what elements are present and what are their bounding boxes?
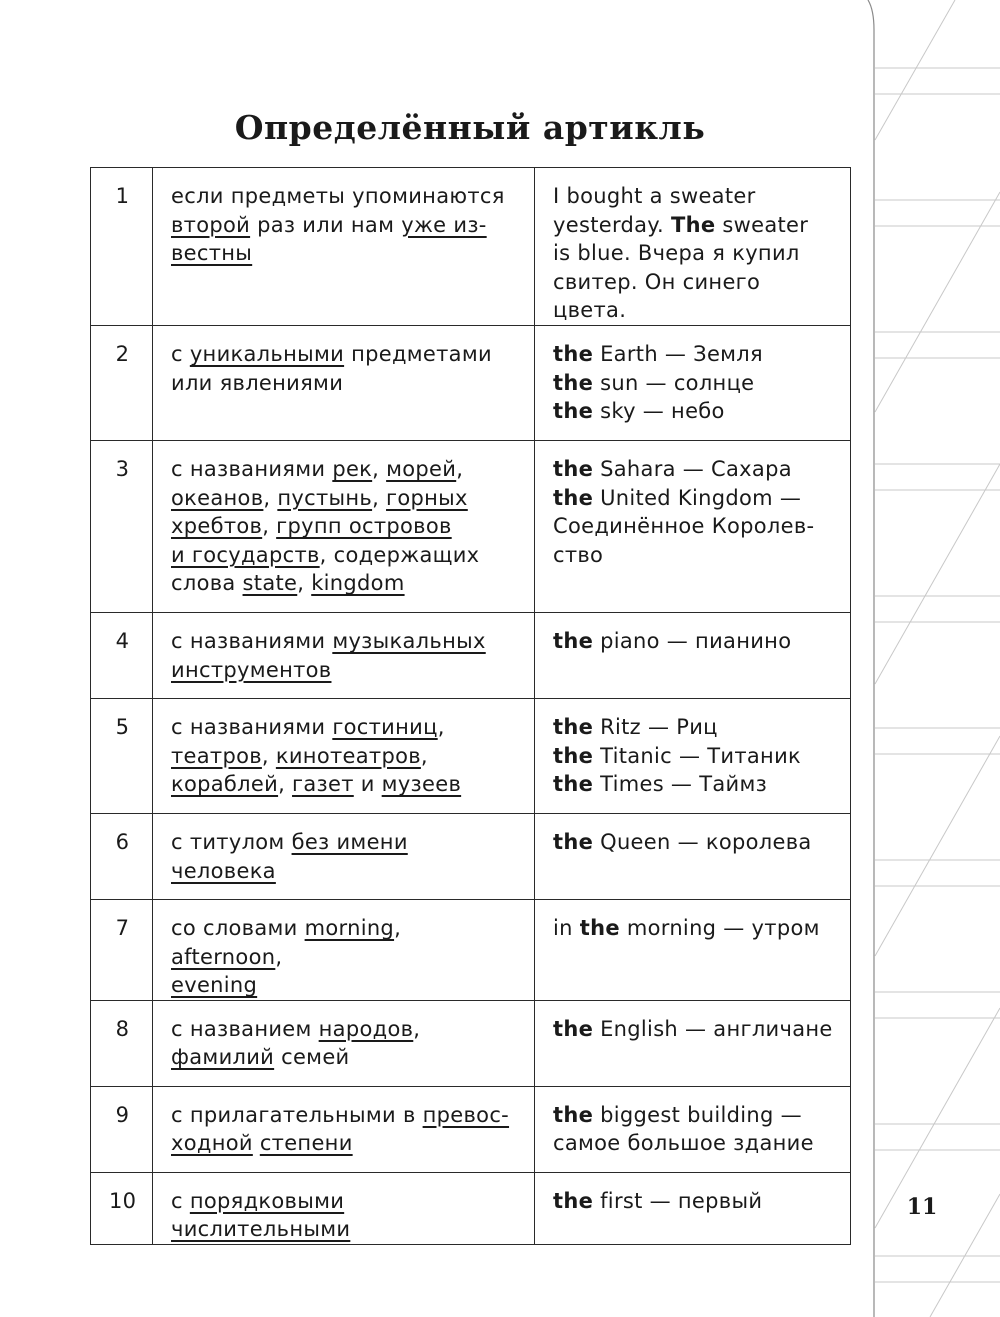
article-bold: the: [553, 370, 594, 395]
text-fragment: ,: [263, 485, 278, 510]
table-row: [91, 440, 851, 612]
text-fragment: с: [171, 341, 190, 366]
rule-description: [153, 1086, 535, 1172]
text-fragment: ,: [278, 772, 293, 797]
text-fragment: слова: [171, 571, 243, 596]
example-cell: [535, 813, 851, 899]
definite-article-rules-table: [90, 167, 851, 1245]
example-cell: [535, 1000, 851, 1086]
article-bold: the: [553, 1016, 594, 1041]
article-bold: The: [671, 212, 716, 237]
underlined-keyword: превос-: [422, 1102, 510, 1127]
text-fragment: , содержащих: [319, 542, 480, 567]
text-fragment: свитер. Он синего цвета.: [553, 269, 761, 323]
text-fragment: English — англичане: [593, 1016, 833, 1041]
rule-description: [153, 698, 535, 813]
text-fragment: предметами: [344, 341, 492, 366]
article-bold: the: [553, 485, 594, 510]
text-fragment: с титулом: [171, 829, 292, 854]
text-fragment: семей: [274, 1045, 350, 1070]
row-number: 8: [91, 1000, 153, 1086]
text-fragment: Sahara — Сахара: [593, 456, 792, 481]
article-bold: the: [553, 772, 594, 797]
underlined-keyword: степени: [259, 1131, 353, 1156]
table-row: [91, 1172, 851, 1244]
text-fragment: с названиями: [171, 714, 333, 739]
rule-description: [153, 899, 535, 1000]
article-bold: the: [553, 829, 594, 854]
text-fragment: и: [353, 772, 382, 797]
text-fragment: самое большое здание: [553, 1131, 814, 1156]
text-fragment: ,: [372, 456, 387, 481]
table-row: [91, 698, 851, 813]
example-cell: [535, 899, 851, 1000]
underlined-keyword: кинотеатров: [275, 743, 421, 768]
text-fragment: с названиями: [171, 628, 333, 653]
text-fragment: Ritz — Риц: [593, 714, 718, 739]
text-fragment: I bought a sweater: [553, 184, 756, 208]
page-title: Определённый артикль: [234, 108, 706, 147]
text-fragment: если предметы упоминаются: [171, 184, 505, 208]
table-row: [91, 168, 851, 326]
underlined-keyword: человека: [171, 858, 276, 883]
underlined-keyword: без имени: [291, 829, 408, 854]
example-cell: [535, 698, 851, 813]
example-cell: [535, 440, 851, 612]
row-number: 2: [91, 325, 153, 440]
text-fragment: ,: [275, 944, 283, 969]
text-fragment: United Kingdom —: [593, 485, 802, 510]
table-row: [91, 1000, 851, 1086]
text-fragment: sweater: [715, 212, 809, 237]
row-number: 1: [91, 168, 153, 326]
text-fragment: ,: [297, 571, 312, 596]
text-fragment: biggest building —: [593, 1102, 802, 1127]
text-fragment: с названием: [171, 1016, 319, 1041]
underlined-keyword: океанов: [171, 485, 264, 510]
table-row: [91, 899, 851, 1000]
article-bold: the: [553, 399, 594, 424]
row-number: 10: [91, 1172, 153, 1244]
example-cell: [535, 168, 851, 326]
underlined-keyword: морей: [386, 456, 457, 481]
text-fragment: с названиями: [171, 456, 333, 481]
underlined-keyword: газет: [292, 772, 354, 797]
text-fragment: piano — пианино: [593, 628, 792, 653]
underlined-keyword: фамилий: [171, 1045, 275, 1070]
rules-table-body: [91, 168, 851, 1245]
row-number: 6: [91, 813, 153, 899]
text-fragment: sun — солнце: [593, 370, 755, 395]
text-fragment: с прилагательными в: [171, 1102, 423, 1127]
text-fragment: ,: [413, 1016, 421, 1041]
text-fragment: ,: [261, 743, 276, 768]
rule-description: [153, 1000, 535, 1086]
underlined-keyword: state: [242, 571, 298, 596]
text-fragment: ,: [372, 485, 387, 510]
underlined-keyword: хребтов: [171, 514, 263, 539]
underlined-keyword: музыкальных: [332, 628, 486, 653]
article-bold: the: [553, 1102, 594, 1127]
row-number: 5: [91, 698, 153, 813]
underlined-keyword: afternoon: [171, 944, 276, 969]
text-fragment: раз или нам: [250, 212, 402, 237]
article-bold: the: [553, 714, 594, 739]
underlined-keyword: kingdom: [311, 571, 405, 596]
row-number: 4: [91, 612, 153, 698]
text-fragment: Times — Таймз: [593, 772, 768, 797]
text-fragment: is blue. Вчера я купил: [553, 241, 800, 266]
article-bold: the: [553, 341, 594, 366]
underlined-keyword: уникальными: [189, 341, 345, 366]
example-cell: [535, 1086, 851, 1172]
row-number: 9: [91, 1086, 153, 1172]
text-fragment: ,: [394, 915, 402, 940]
text-fragment: или явлениями: [171, 370, 344, 395]
example-cell: [535, 1172, 851, 1244]
underlined-keyword: народов: [318, 1016, 414, 1041]
text-fragment: Earth — Земля: [593, 341, 763, 366]
text-fragment: first — первый: [593, 1188, 763, 1213]
article-bold: the: [553, 628, 594, 653]
underlined-keyword: evening: [171, 973, 258, 998]
table-row: [91, 612, 851, 698]
text-fragment: Соединённое Королев-: [553, 514, 815, 539]
underlined-keyword: музеев: [381, 772, 462, 797]
text-fragment: ,: [437, 714, 445, 739]
text-fragment: ,: [262, 514, 277, 539]
article-bold: the: [553, 1188, 594, 1213]
row-number: 7: [91, 899, 153, 1000]
text-fragment: sky — небо: [593, 399, 725, 424]
table-row: [91, 813, 851, 899]
text-fragment: Titanic — Титаник: [593, 743, 802, 768]
underlined-keyword: порядковыми числительными: [171, 1188, 351, 1242]
underlined-keyword: ходной: [171, 1131, 253, 1156]
example-cell: [535, 325, 851, 440]
example-cell: [535, 612, 851, 698]
text-fragment: ство: [553, 542, 604, 567]
underlined-keyword: гостиниц: [332, 714, 438, 739]
underlined-keyword: рек: [332, 456, 373, 481]
text-fragment: in: [553, 915, 580, 940]
underlined-keyword: второй: [171, 212, 251, 237]
underlined-keyword: инструментов: [171, 657, 332, 682]
underlined-keyword: вестны: [171, 241, 253, 266]
rule-description: [153, 440, 535, 612]
row-number: 3: [91, 440, 153, 612]
underlined-keyword: пустынь: [277, 485, 373, 510]
rule-description: [153, 813, 535, 899]
underlined-keyword: горных: [386, 485, 468, 510]
rule-description: [153, 612, 535, 698]
underlined-keyword: кораблей: [171, 772, 279, 797]
article-bold: the: [553, 743, 594, 768]
text-fragment: с: [171, 1188, 190, 1213]
text-fragment: [253, 1131, 260, 1155]
text-fragment: Queen — королева: [593, 829, 812, 854]
text-fragment: ,: [420, 743, 428, 768]
text-fragment: со словами: [171, 915, 305, 940]
rule-description: [153, 1172, 535, 1244]
underlined-keyword: и государств: [171, 542, 320, 567]
table-row: [91, 325, 851, 440]
underlined-keyword: уже из-: [401, 212, 487, 237]
article-bold: the: [579, 915, 620, 940]
underlined-keyword: morning: [304, 915, 395, 940]
text-fragment: yesterday.: [553, 212, 671, 237]
underlined-keyword: театров: [171, 743, 262, 768]
page-number: 11: [906, 1194, 938, 1220]
rule-description: [153, 168, 535, 326]
rule-description: [153, 325, 535, 440]
underlined-keyword: групп островов: [276, 514, 452, 539]
text-fragment: morning — утром: [619, 915, 820, 940]
article-bold: the: [553, 456, 594, 481]
text-fragment: ,: [456, 456, 464, 481]
table-row: [91, 1086, 851, 1172]
